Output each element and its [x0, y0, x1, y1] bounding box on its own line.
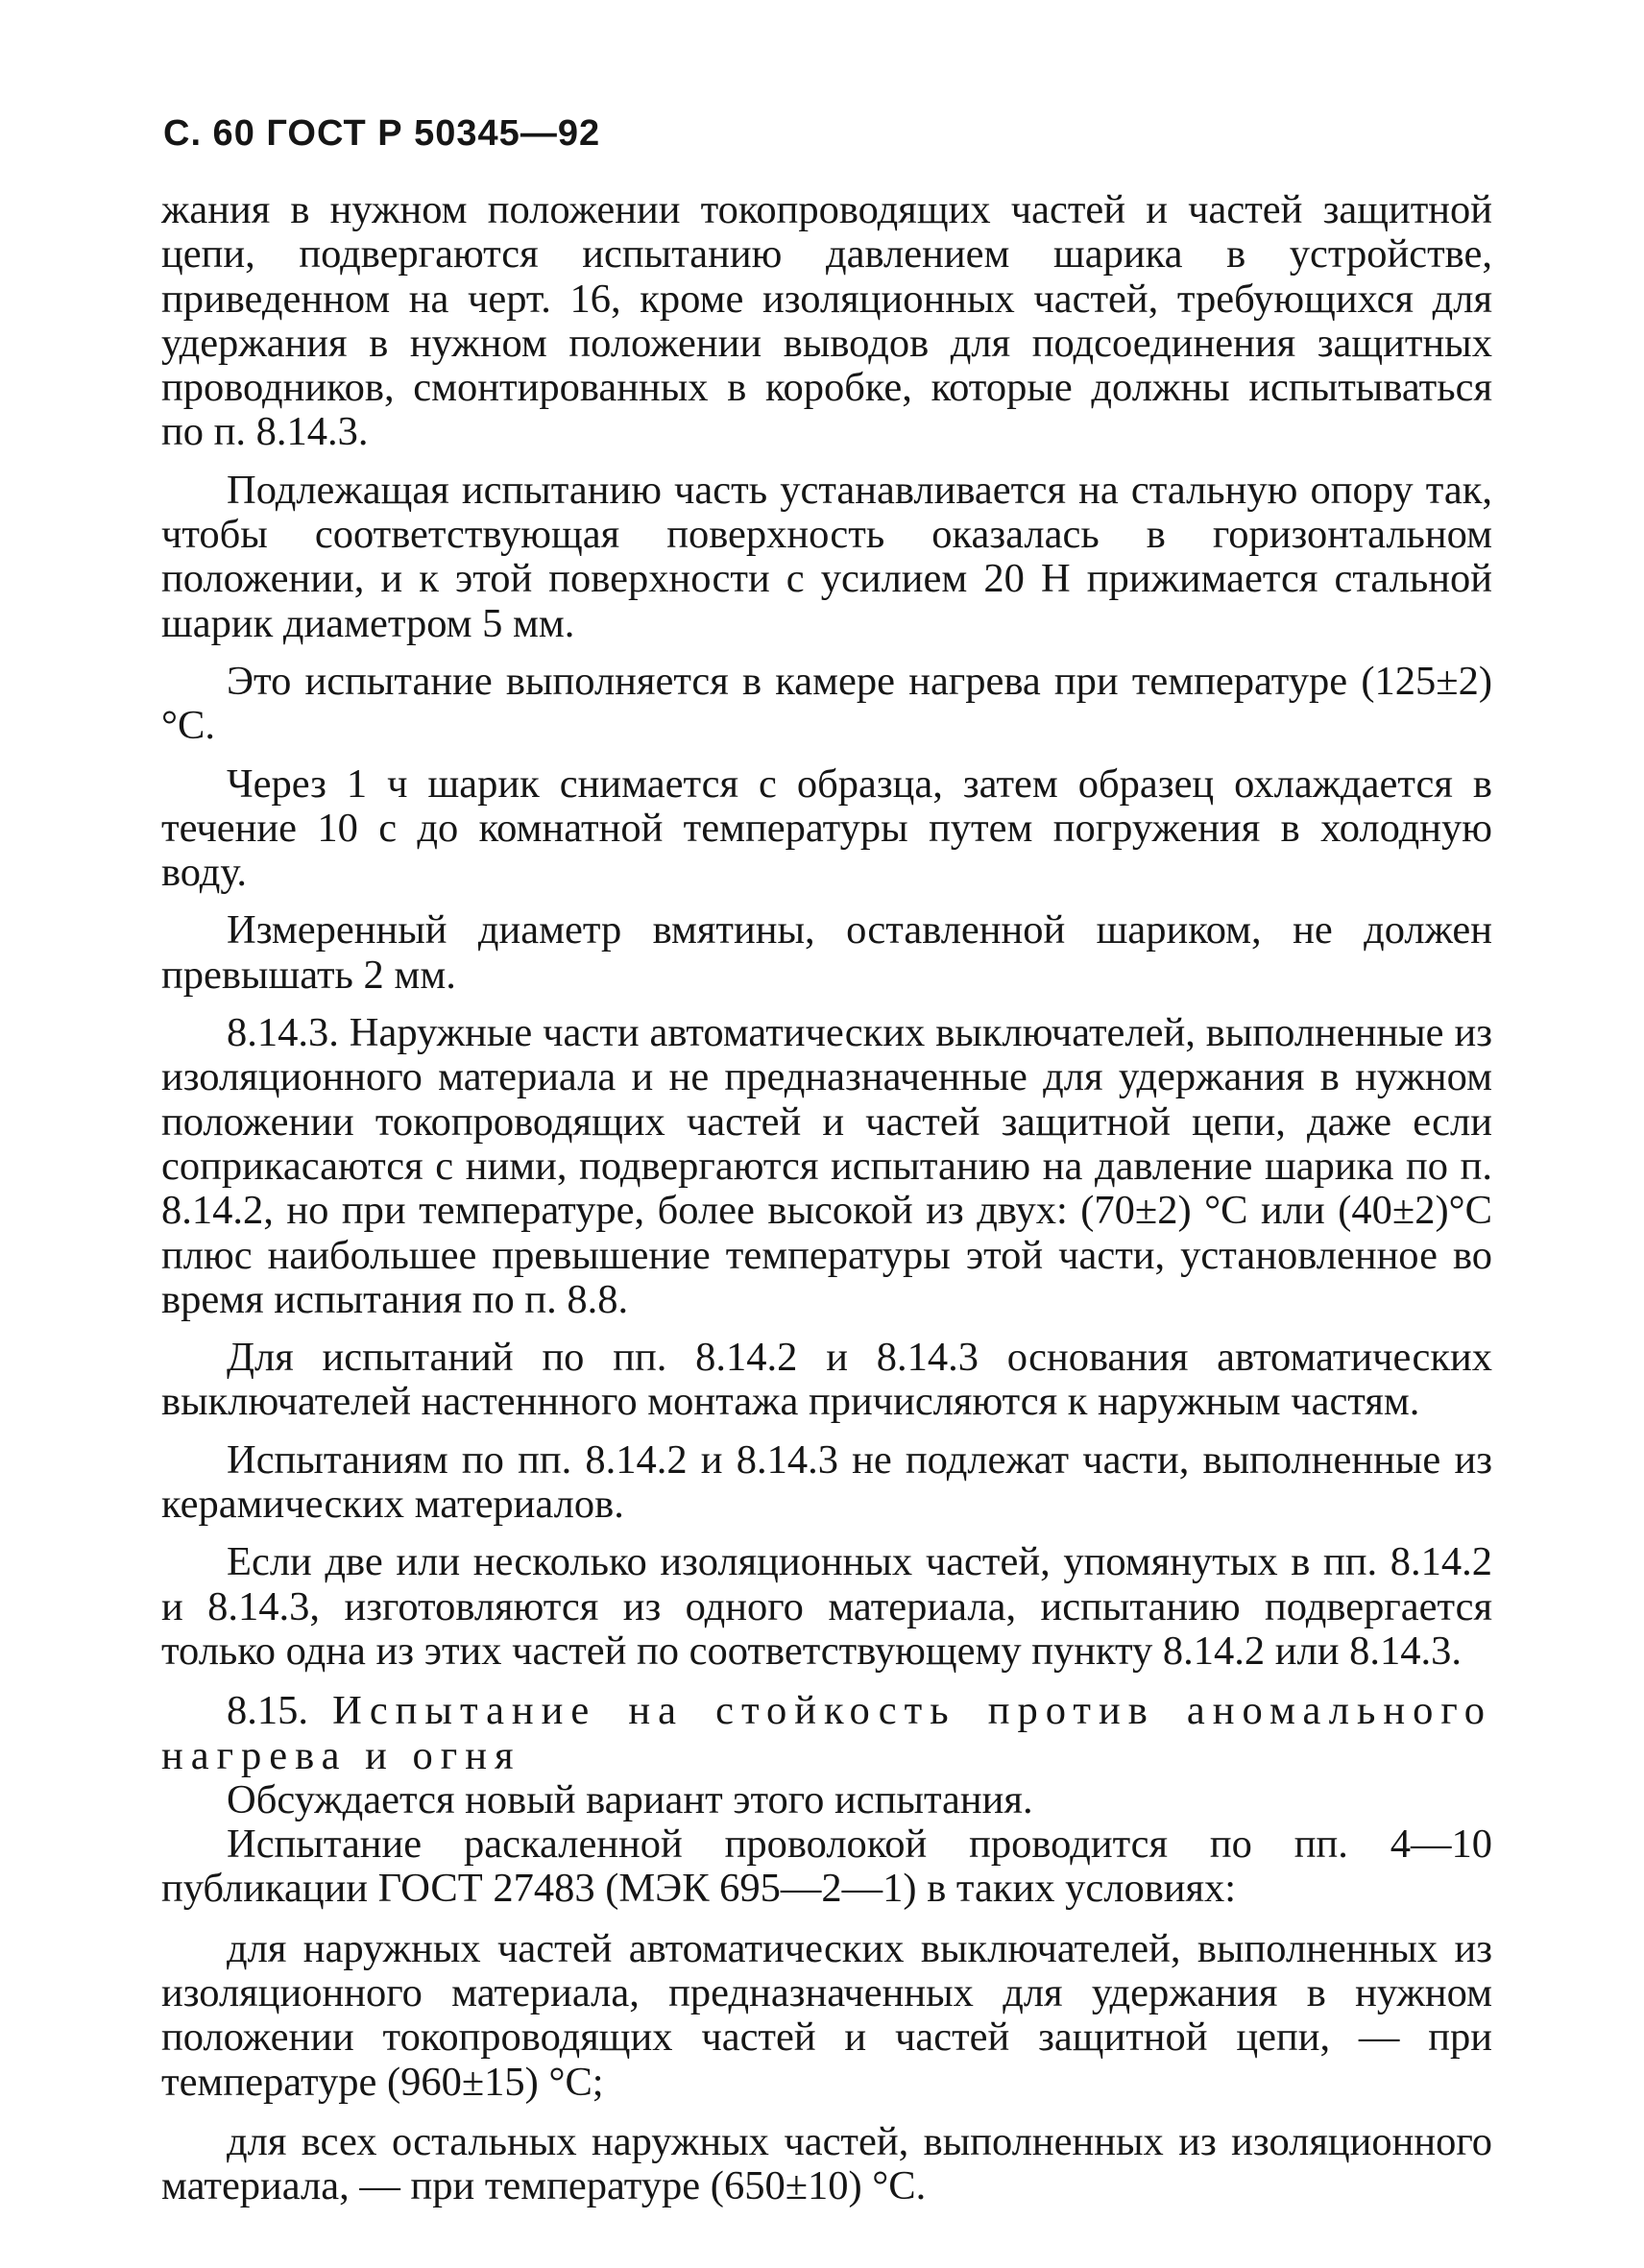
paragraph-ceramic: Испытаниям по пп. 8.14.2 и 8.14.3 не подлежат части, выполненные из керамических материалов.: [161, 1436, 1492, 1528]
paragraph-test-setup: Подлежащая испытанию часть устанавливается на стальную опору так, чтобы соответствующая поверхность оказалась в горизонтальном положении, и к этой поверхности с усилием 20 Н прижимается стальной шарик диаметром 5 мм.: [161, 467, 1492, 646]
paragraph-continuation: жания в нужном положении токопроводящих частей и частей защитной цепи, подвергаются испытанию давлением шарика в устройстве, приведенном на черт. 16, кроме изоляционных частей, требующихся для удержания в нужном положении выводов для подсоединения защитных проводников, смонтированных в коробке, которые должны испытываться по п. 8.14.3.: [161, 187, 1492, 455]
paragraph-cooling: Через 1 ч шарик снимается с образца, затем образец охлаждается в течение 10 с до комнатной температуры путем погружения в холодную воду.: [161, 760, 1492, 896]
body-text: [161, 188, 1492, 2208]
page-header: С. 60 ГОСТ Р 50345—92: [163, 113, 601, 154]
section-number: 8.15.: [227, 1688, 308, 1734]
paragraph-same-material: Если две или несколько изоляционных частей, упомянутых в пп. 8.14.2 и 8.14.3, изготовляются из одного материала, испытанию подвергается только одна из этих частей по соответствующему пункту 8.14.2 или 8.14.3.: [161, 1539, 1492, 1674]
paragraph-dent-diameter: Измеренный диаметр вмятины, оставленной шариком, не должен превышать 2 мм.: [161, 907, 1492, 998]
section-title: Испытание на стойкость против аномального нагрева и огня: [161, 1688, 1492, 1778]
paragraph-condition-960: для наружных частей автоматических выключателей, выполненных из изоляционного материала, предназначенных для удержания в нужном положении токопроводящих частей и частей защитной цепи, — при температуре (960±15) °С;: [161, 1925, 1492, 2105]
paragraph-wall-mounted: Для испытаний по пп. 8.14.2 и 8.14.3 основания автоматических выключателей настеннного монтажа причисляются к наружным частям.: [161, 1335, 1492, 1425]
paragraph-glow-wire: Испытание раскаленной проволокой проводится по пп. 4—10 публикации ГОСТ 27483 (МЭК 695—2—1) в таких условиях:: [161, 1822, 1492, 1912]
paragraph-heating-chamber: Это испытание выполняется в камере нагрева при температуре (125±2)°С.: [161, 658, 1492, 749]
paragraph-condition-650: для всех остальных наружных частей, выполненных из изоляционного материала, — при температуре (650±10) °С.: [161, 2118, 1492, 2209]
paragraph-8-14-3: 8.14.3. Наружные части автоматических выключателей, выполненные из изоляционного материала и не предназначенные для удержания в нужном положении токопроводящих частей и частей защитной цепи, даже если соприкасаются с ними, подвергаются испытанию на давление шарика по п. 8.14.2, но при температуре, более высокой из двух: (70±2) °С или (40±2)°С плюс наибольшее превышение температуры этой части, установленное во время испытания по п. 8.8.: [161, 1010, 1492, 1322]
paragraph-new-variant: Обсуждается новый вариант этого испытания.: [227, 1776, 1033, 1822]
section-heading-8-15: [161, 1689, 1492, 1778]
